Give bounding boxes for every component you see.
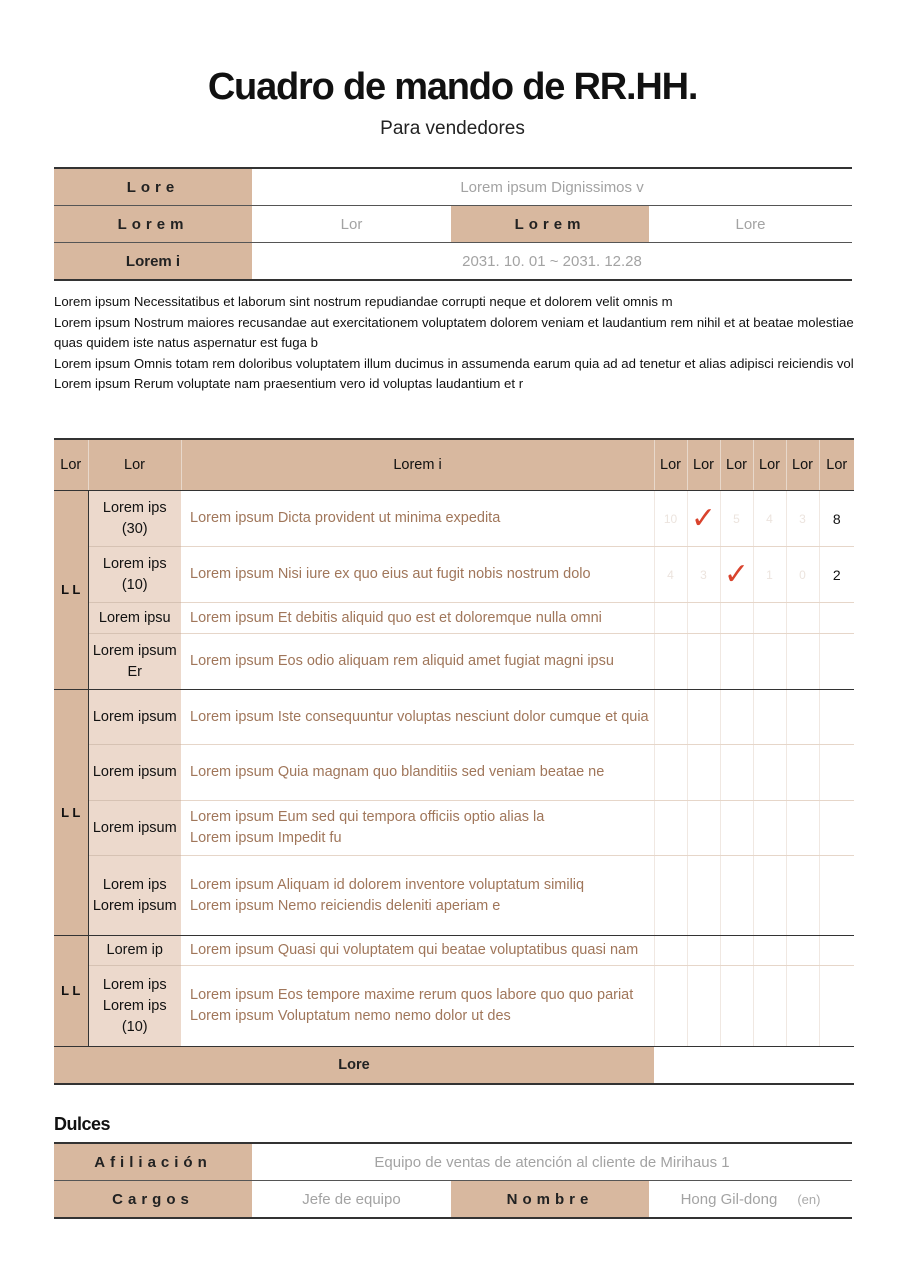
criteria-line: Lorem ipsum Voluptatum nemo nemo dolor ut des	[190, 1008, 511, 1024]
signature-title: Dulces	[54, 1114, 111, 1134]
table-row	[54, 491, 854, 547]
criteria-line: Lorem ipsum Eos tempore maxime rerum quos labore quo quo pariat	[190, 987, 634, 1003]
name-label: Nombre	[451, 1181, 649, 1219]
score-cell: 3	[786, 491, 819, 547]
affiliation-label: Afiliación	[54, 1143, 252, 1181]
col-header: Lor	[720, 439, 753, 491]
total-row	[54, 1047, 854, 1085]
criteria-line: Lorem ipsum Eum sed qui tempora officiis optio alias la	[190, 809, 545, 825]
total-value	[654, 1047, 854, 1085]
score-cell: 4	[753, 491, 786, 547]
info-value-1: Lorem ipsum Dignissimos v	[252, 168, 852, 206]
criteria-text	[181, 966, 654, 1047]
table-row	[54, 966, 854, 1047]
table-row	[54, 936, 854, 966]
group-label: L L	[54, 690, 88, 936]
col-header: Lor	[786, 439, 819, 491]
name-suffix: (en)	[797, 1191, 821, 1207]
sub-category	[88, 966, 181, 1047]
criteria-text	[181, 801, 654, 856]
position-value: Jefe de equipo	[302, 1190, 401, 1208]
criteria-text: Lorem ipsum Quasi qui voluptatem qui beatae voluptatibus quasi nam	[181, 936, 654, 966]
affiliation-value: Equipo de ventas de atención al cliente de Mirihaus 1	[252, 1143, 852, 1181]
score-cell: 0	[786, 547, 819, 603]
sub-category-line: Lorem ips	[102, 997, 167, 1014]
info-table	[54, 167, 852, 281]
col-header: Lor	[753, 439, 786, 491]
score-cell: 4	[654, 547, 687, 603]
sub-category-line: Lorem ips	[102, 876, 167, 893]
signature-table	[54, 1142, 852, 1219]
group-label: L L	[54, 491, 88, 690]
info-label-3: Lorem i	[54, 243, 252, 281]
col-header: Lorem i	[181, 439, 654, 491]
criteria-line: Lorem ipsum Aliquam id dolorem inventore voluptatum similiq	[190, 876, 585, 893]
info-label-2b: Lorem	[451, 206, 649, 243]
table-row	[54, 856, 854, 936]
sub-category	[88, 856, 181, 936]
sub-category: Lorem ips (30)	[88, 491, 181, 547]
info-label-1: Lore	[54, 168, 252, 206]
note-line: Lorem ipsum Nostrum maiores recusandae aut exercitationem voluptatem dolorem veniam et laudantium rem nihil et at beatae molestiae quas quidem iste natus aspernatur est fuga b	[54, 314, 854, 351]
criteria-text: Lorem ipsum Quia magnam quo blanditiis sed veniam beatae ne	[181, 745, 654, 801]
score-cell: 3	[687, 547, 720, 603]
score-result: 8	[819, 491, 854, 547]
sub-category: Lorem ipsum	[88, 745, 181, 801]
page-title: Cuadro de mando de RR.HH.	[207, 66, 698, 108]
info-value-3: 2031. 10. 01 ~ 2031. 12.28	[462, 252, 642, 270]
table-row	[54, 603, 854, 634]
sub-category-line: (10)	[121, 1018, 148, 1035]
note-line: Lorem ipsum Omnis totam rem doloribus voluptatem illum ducimus in assumenda earum quia ad ad tenetur et alias adipisci reiciendis vol	[54, 355, 854, 371]
header-row	[54, 439, 854, 491]
evaluation-table	[54, 438, 854, 1085]
table-row	[54, 634, 854, 690]
sub-category-line: Lorem ipsum	[92, 897, 177, 914]
name-cell	[649, 1181, 852, 1219]
criteria-line: Lorem ipsum Impedit fu	[190, 830, 342, 846]
total-label: Lore	[54, 1047, 654, 1085]
table-row	[54, 690, 854, 745]
group-label: L L	[54, 936, 88, 1047]
sub-category: Lorem ip	[88, 936, 181, 966]
page-subtitle: Para vendedores	[380, 118, 525, 139]
sub-category-line: Lorem ips	[102, 976, 167, 993]
info-value-2: Lor	[252, 206, 451, 243]
sub-category: Lorem ipsu	[88, 603, 181, 634]
criteria-line: Lorem ipsum Nemo reiciendis deleniti aperiam e	[190, 897, 501, 914]
criteria-text: Lorem ipsum Nisi iure ex quo eius aut fugit nobis nostrum dolo	[181, 547, 654, 603]
col-header: Lor	[54, 439, 88, 491]
notes	[54, 292, 854, 395]
score-result: 2	[819, 547, 854, 603]
col-header: Lor	[654, 439, 687, 491]
check-mark-icon: ✓	[687, 491, 720, 547]
score-cell: 5	[720, 491, 753, 547]
table-row	[54, 801, 854, 856]
sub-category: Lorem ips (10)	[88, 547, 181, 603]
sub-category: Lorem ipsum	[88, 690, 181, 745]
col-header: Lor	[88, 439, 181, 491]
criteria-text: Lorem ipsum Eos odio aliquam rem aliquid amet fugiat magni ipsu	[181, 634, 654, 690]
col-header: Lor	[687, 439, 720, 491]
info-value-2b: Lore	[649, 206, 852, 243]
info-label-2: Lorem	[54, 206, 252, 243]
criteria-text: Lorem ipsum Iste consequuntur voluptas nesciunt dolor cumque et quia	[181, 690, 654, 745]
check-mark-icon: ✓	[720, 547, 753, 603]
score-cell: 10	[654, 491, 687, 547]
criteria-text	[181, 856, 654, 936]
note-line: Lorem ipsum Necessitatibus et laborum sint nostrum repudiandae corrupti neque et dolorem velit omnis m	[54, 294, 673, 309]
sub-category: Lorem ipsum Er	[88, 634, 181, 690]
table-row	[54, 547, 854, 603]
score-cell: 1	[753, 547, 786, 603]
name-value: Hong Gil-dong	[680, 1190, 778, 1208]
col-header: Lor	[819, 439, 854, 491]
note-line: Lorem ipsum Rerum voluptate nam praesentium vero id voluptas laudantium et r	[54, 376, 524, 392]
table-row	[54, 745, 854, 801]
criteria-text: Lorem ipsum Et debitis aliquid quo est et doloremque nulla omni	[181, 603, 654, 634]
criteria-text: Lorem ipsum Dicta provident ut minima expedita	[181, 491, 654, 547]
sub-category: Lorem ipsum	[88, 801, 181, 856]
position-label: Cargos	[54, 1181, 252, 1219]
